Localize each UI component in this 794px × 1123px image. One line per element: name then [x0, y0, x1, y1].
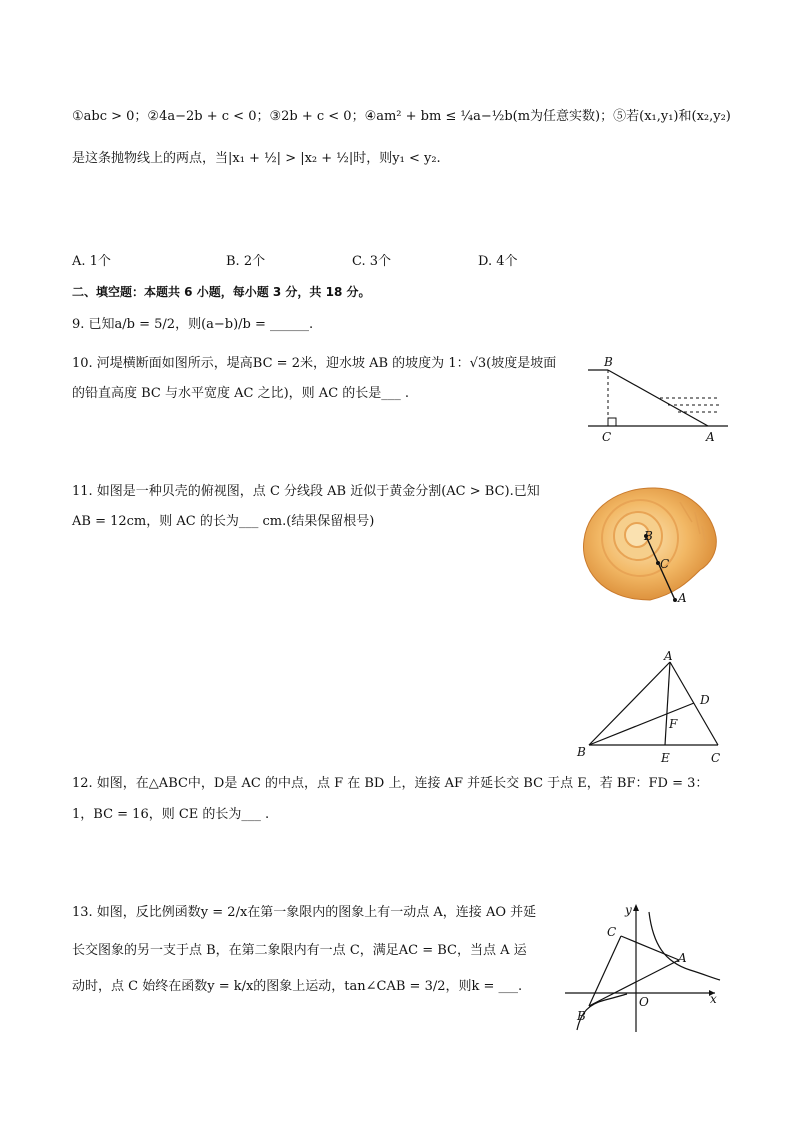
q8-option-b: B. 2个	[226, 254, 266, 269]
segment-bd	[589, 703, 694, 745]
q10-statement-line-1: 10. 河堤横断面如图所示，堤高BC = 2米，迎水坡 AB 的坡度为 1：√3(坡度是坡面	[72, 356, 557, 371]
section-heading: 二、填空题：本题共 6 小题，每小题 3 分，共 18 分。	[72, 285, 371, 299]
q12-statement-line-1: 12. 如图，在△ABC中，D是 AC 的中点，点 F 在 BD 上，连接 AF 并延长交 BC 于点 E，若 BF：FD = 3：	[72, 776, 709, 791]
segment-ab	[589, 960, 679, 1006]
label-b: B	[577, 1009, 586, 1023]
label-b: B	[604, 355, 613, 369]
y-axis-arrow	[633, 904, 639, 911]
label-b: B	[577, 745, 586, 759]
label-o: O	[639, 995, 649, 1009]
label-f: F	[669, 717, 678, 731]
q13-statement-line-2: 长交图象的另一支于点 B，在第二象限内有一点 C，满足AC = BC，当点 A 运	[72, 943, 527, 958]
label-e: E	[661, 751, 670, 765]
q13-statement-line-1: 13. 如图，反比例函数y = 2/x在第一象限内的图象上有一动点 A，连接 AO 并延	[72, 905, 537, 920]
q12-triangle-figure	[575, 649, 725, 767]
segment-ac	[621, 936, 679, 960]
side-ab	[589, 662, 670, 745]
q10-statement-line-2: 的铅直高度 BC 与水平宽度 AC 之比)，则 AC 的长是___ .	[72, 386, 410, 401]
q11-statement-line-1: 11. 如图是一种贝壳的俯视图，点 C 分线段 AB 近似于黄金分割(AC > BC).已知	[72, 484, 540, 499]
label-a: A	[706, 430, 715, 444]
q8-option-a: A. 1个	[72, 254, 111, 269]
q8-statement-line-2: 是这条抛物线上的两点，当|x₁ + ½| > |x₂ + ½|时，则y₁ < y₂.	[72, 151, 441, 166]
segment-bc	[589, 936, 621, 1006]
label-a: A	[678, 591, 687, 605]
label-a: A	[664, 649, 673, 663]
q12-statement-line-2: 1，BC = 16，则 CE 的长为___ .	[72, 807, 270, 822]
q8-statement-line-1: ①abc > 0；②4a−2b + c < 0；③2b + c < 0；④am² + bm ≤ ¼a−½b(m为任意实数)；⑤若(x₁,y₁)和(x₂,y₂)	[72, 109, 731, 124]
point-a	[673, 598, 677, 602]
label-x: x	[710, 992, 717, 1006]
label-c: C	[607, 925, 617, 939]
label-y: y	[625, 903, 632, 917]
label-b: B	[644, 529, 653, 543]
q10-embankment-figure	[580, 352, 730, 442]
q9-statement: 9. 已知a/b = 5/2，则(a−b)/b = ______.	[72, 317, 314, 332]
q8-option-c: C. 3个	[352, 254, 392, 269]
label-d: D	[700, 693, 710, 707]
q11-shell-figure	[580, 482, 720, 607]
label-c: C	[660, 557, 670, 571]
right-angle-mark	[608, 418, 616, 426]
q8-option-d: D. 4个	[478, 254, 518, 269]
label-c: C	[711, 751, 721, 765]
label-c: C	[602, 430, 612, 444]
segment-ae	[665, 662, 670, 745]
q13-statement-line-3: 动时，点 C 始终在函数y = k/x的图象上运动，tan∠CAB = 3/2，则k = ___.	[72, 979, 523, 994]
q13-function-figure	[565, 900, 725, 1035]
label-a: A	[678, 951, 687, 965]
q11-statement-line-2: AB = 12cm，则 AC 的长为___ cm.(结果保留根号)	[72, 514, 375, 529]
